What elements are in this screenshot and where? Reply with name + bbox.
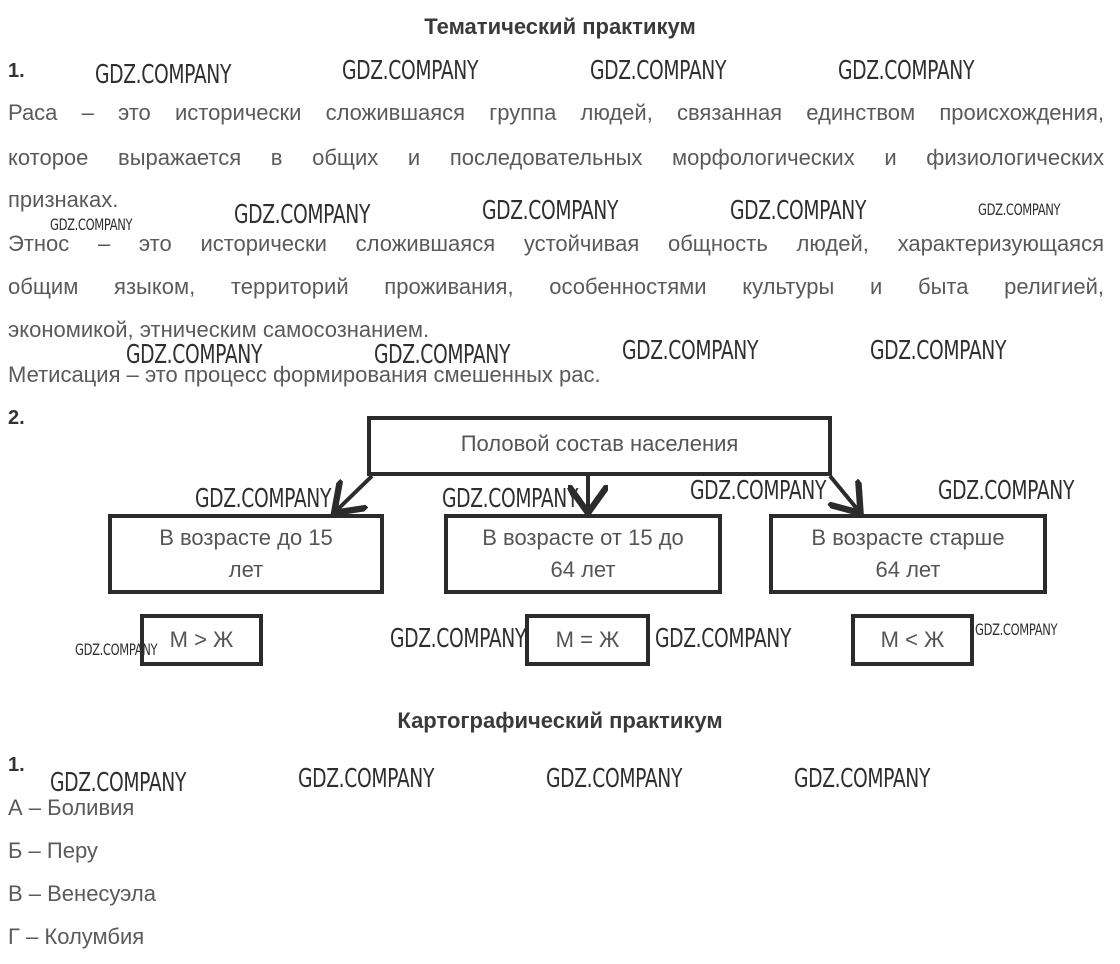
age-group-box-15-64 bbox=[444, 514, 722, 594]
watermark: GDZ.COMPANY bbox=[655, 624, 792, 654]
watermark: GDZ.COMPANY bbox=[938, 476, 1075, 506]
arrow-left bbox=[337, 476, 372, 510]
watermark: GDZ.COMPANY bbox=[978, 200, 1061, 219]
watermark: GDZ.COMPANY bbox=[730, 196, 867, 226]
task-number: 1. bbox=[8, 60, 25, 82]
task-number: 2. bbox=[8, 407, 25, 429]
ratio-label: М < Ж bbox=[880, 627, 945, 652]
answer-item: Б – Перу bbox=[8, 838, 98, 863]
watermark: GDZ.COMPANY bbox=[690, 476, 827, 506]
age-group-box-over-64 bbox=[769, 514, 1047, 594]
watermark: GDZ.COMPANY bbox=[546, 764, 683, 794]
ratio-box bbox=[851, 614, 974, 666]
ratio-label: М > Ж bbox=[169, 627, 234, 652]
definition-line: Метисация – это процесс формирования смешенных рас. bbox=[8, 362, 601, 387]
watermark: GDZ.COMPANY bbox=[390, 624, 527, 654]
watermark: GDZ.COMPANY bbox=[50, 215, 133, 234]
section-title-thematic: Тематический практикум bbox=[424, 14, 696, 39]
age-group-label: 64 лет bbox=[550, 557, 616, 582]
definition-line: общим языком, территорий проживания, особенностями культуры и быта религией, bbox=[8, 274, 1104, 299]
watermark: GDZ.COMPANY bbox=[342, 56, 479, 86]
section-title-cartographic: Картографический практикум bbox=[397, 708, 723, 733]
watermark: GDZ.COMPANY bbox=[975, 620, 1058, 639]
arrow-right bbox=[830, 476, 858, 510]
watermark: GDZ.COMPANY bbox=[75, 640, 158, 659]
ratio-box bbox=[140, 614, 263, 666]
age-group-box-under-15 bbox=[108, 514, 384, 594]
task-number: 1. bbox=[8, 754, 25, 776]
watermark: GDZ.COMPANY bbox=[590, 56, 727, 86]
watermark: GDZ.COMPANY bbox=[374, 340, 511, 370]
ratio-box bbox=[525, 614, 650, 666]
watermark: GDZ.COMPANY bbox=[442, 484, 579, 514]
watermark: GDZ.COMPANY bbox=[298, 764, 435, 794]
definition-line: Этнос – это исторически сложившаяся устойчивая общность людей, характеризующаяся bbox=[8, 231, 1104, 256]
definition-line: признаках. bbox=[8, 187, 119, 212]
watermark: GDZ.COMPANY bbox=[838, 56, 975, 86]
definition-line: которое выражается в общих и последовательных морфологических и физиологических bbox=[8, 145, 1104, 170]
age-group-label: 64 лет bbox=[875, 557, 941, 582]
answer-item: Г – Колумбия bbox=[8, 924, 145, 949]
age-group-label: лет bbox=[228, 557, 264, 582]
watermark: GDZ.COMPANY bbox=[794, 764, 931, 794]
ratio-label: М = Ж bbox=[555, 627, 620, 652]
age-group-label: В возрасте старше bbox=[811, 525, 1005, 550]
watermark: GDZ.COMPANY bbox=[195, 484, 332, 514]
watermark: GDZ.COMPANY bbox=[622, 336, 759, 366]
definition-line: Раса – это исторически сложившаяся группа людей, связанная единством происхождения, bbox=[8, 100, 1104, 125]
watermark: GDZ.COMPANY bbox=[482, 196, 619, 226]
diagram-root-label: Половой состав населения bbox=[460, 431, 739, 456]
answer-item: В – Венесуэла bbox=[8, 881, 156, 906]
definition-line: экономикой, этническим самосознанием. bbox=[8, 317, 430, 342]
watermark: GDZ.COMPANY bbox=[234, 200, 371, 230]
age-group-label: В возрасте до 15 bbox=[159, 525, 333, 550]
watermark: GDZ.COMPANY bbox=[870, 336, 1007, 366]
watermark: GDZ.COMPANY bbox=[126, 340, 263, 370]
answer-item: А – Боливия bbox=[8, 795, 135, 820]
diagram-root-box bbox=[367, 416, 832, 476]
watermark: GDZ.COMPANY bbox=[95, 60, 232, 90]
age-group-label: В возрасте от 15 до bbox=[482, 525, 684, 550]
watermark: GDZ.COMPANY bbox=[50, 768, 187, 798]
